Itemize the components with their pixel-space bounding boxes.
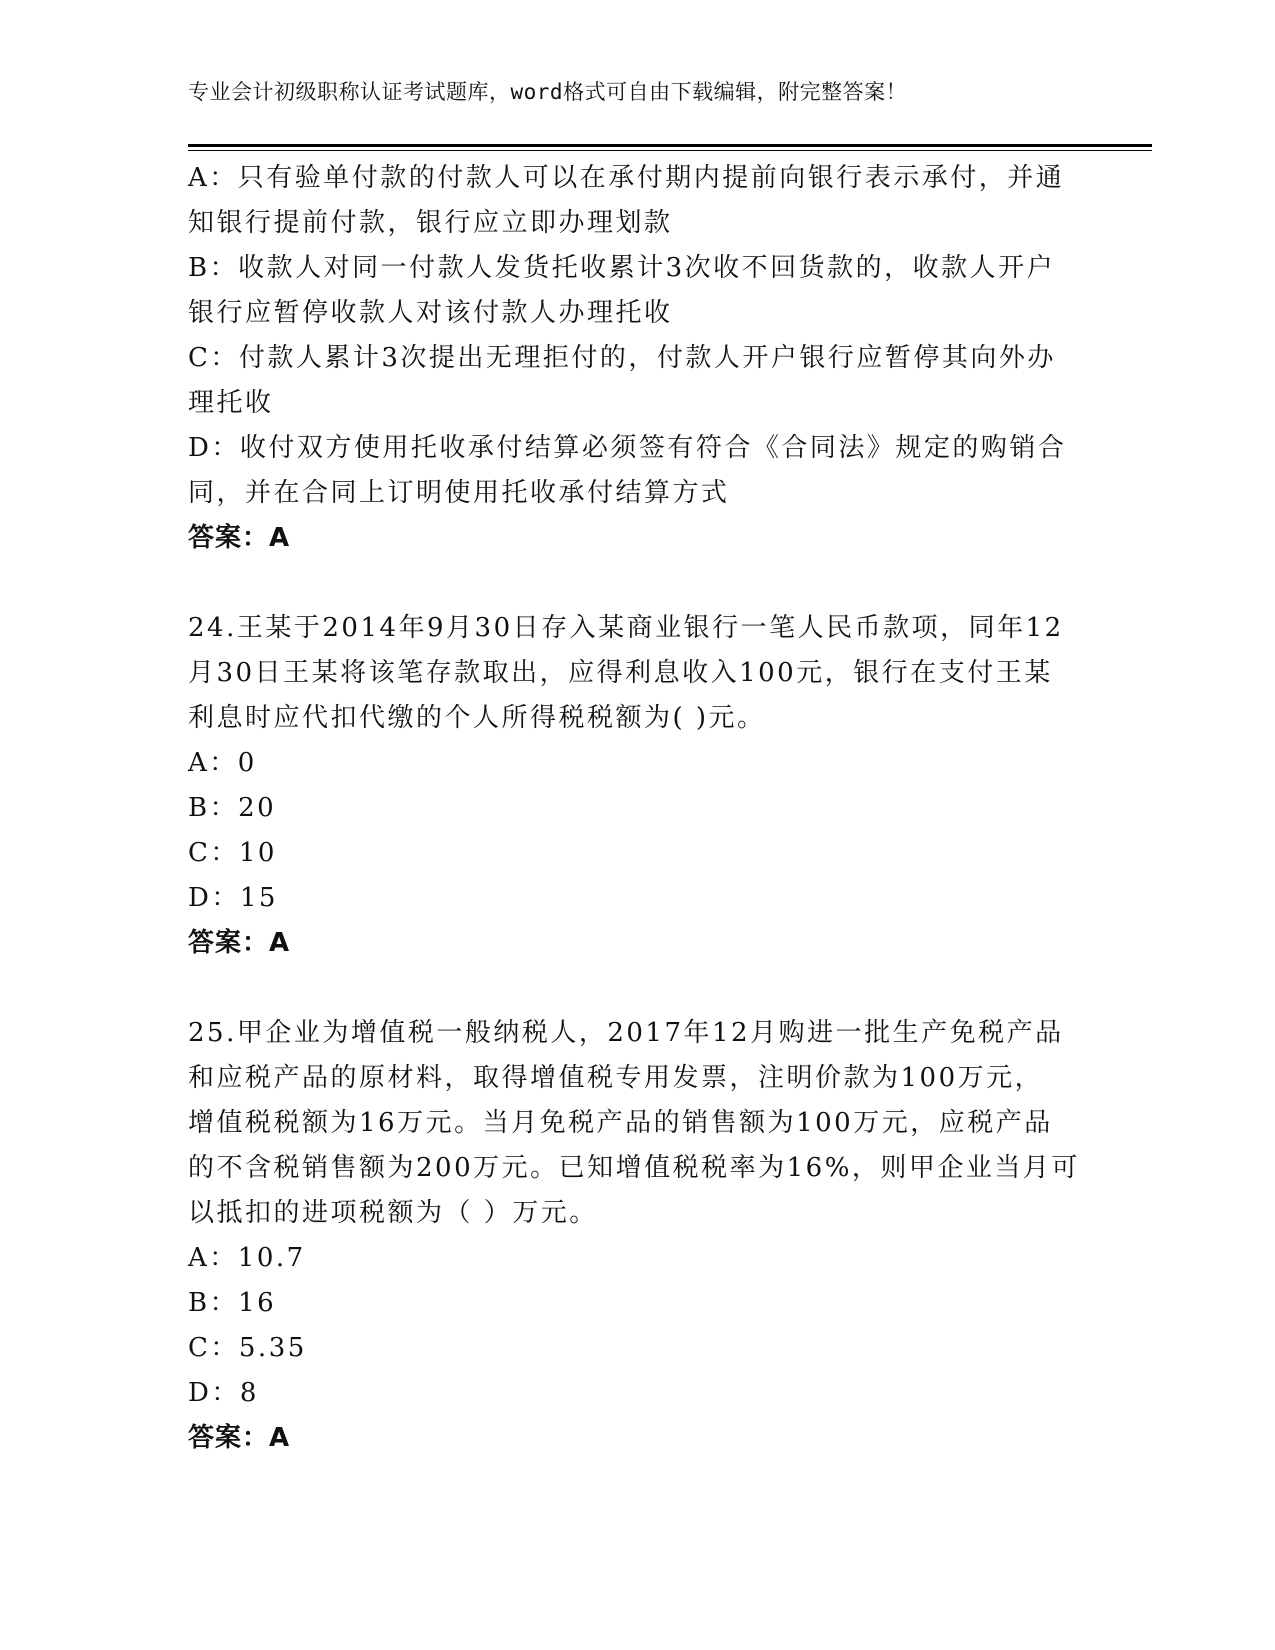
page-header: 专业会计初级职称认证考试题库，word格式可自由下载编辑，附完整答案！ xyxy=(188,80,908,104)
answer-label: 答案：A xyxy=(188,928,291,958)
stem-text-line: 利息时应代扣代缴的个人所得税税额为( )元。 xyxy=(188,703,766,733)
option-text-line: 理托收 xyxy=(188,388,274,418)
option-b: B：20 xyxy=(188,793,277,823)
header-rule-thin xyxy=(188,150,1152,151)
question-spacer xyxy=(188,561,1088,606)
question-content xyxy=(188,156,1088,1461)
question-24 xyxy=(188,606,1088,966)
option-text-line: 同，并在合同上订明使用托收承付结算方式 xyxy=(188,478,730,508)
stem-text-line: 以抵扣的进项税额为（ ）万元。 xyxy=(188,1198,598,1228)
stem-text-line: 增值税税额为16万元。当月免税产品的销售额为100万元，应税产品 xyxy=(188,1108,1053,1138)
option-d: D：15 xyxy=(188,883,278,913)
option-a: A：0 xyxy=(188,748,257,778)
option-d: D：8 xyxy=(188,1378,259,1408)
header-rule-thick xyxy=(188,144,1152,147)
question-stem xyxy=(188,1011,1088,1236)
option-text-line: 知银行提前付款，银行应立即办理划款 xyxy=(188,208,673,238)
option-d xyxy=(188,426,1088,516)
option-text-line: 银行应暂停收款人对该付款人办理托收 xyxy=(188,298,673,328)
stem-text-line: 月30日王某将该笔存款取出，应得利息收入100元，银行在支付王某 xyxy=(188,658,1053,688)
answer-label: 答案：A xyxy=(188,1423,291,1453)
option-a xyxy=(188,156,1088,246)
stem-text-line: 25.甲企业为增值税一般纳税人，2017年12月购进一批生产免税产品 xyxy=(188,1018,1064,1048)
option-text-line: B：收款人对同一付款人发货托收累计3次收不回货款的，收款人开户 xyxy=(188,253,1056,283)
option-c xyxy=(188,336,1088,426)
answer-label: 答案：A xyxy=(188,523,291,553)
option-b: B：16 xyxy=(188,1288,277,1318)
stem-text-line: 24.王某于2014年9月30日存入某商业银行一笔人民币款项，同年12 xyxy=(188,613,1064,643)
option-text-line: D：收付双方使用托收承付结算必须签有符合《合同法》规定的购销合 xyxy=(188,433,1067,463)
option-c: C：5.35 xyxy=(188,1333,307,1363)
stem-text-line: 的不含税销售额为200万元。已知增值税税率为16%，则甲企业当月可 xyxy=(188,1153,1080,1183)
question-23 xyxy=(188,156,1088,561)
option-c: C：10 xyxy=(188,838,277,868)
question-spacer xyxy=(188,966,1088,1011)
option-a: A：10.7 xyxy=(188,1243,306,1273)
option-text-line: C：付款人累计3次提出无理拒付的，付款人开户银行应暂停其向外办 xyxy=(188,343,1056,373)
stem-text-line: 和应税产品的原材料，取得增值税专用发票，注明价款为100万元， xyxy=(188,1063,1044,1093)
question-stem xyxy=(188,606,1088,741)
option-text-line: A：只有验单付款的付款人可以在承付期内提前向银行表示承付，并通 xyxy=(188,163,1065,193)
question-25 xyxy=(188,1011,1088,1461)
option-b xyxy=(188,246,1088,336)
